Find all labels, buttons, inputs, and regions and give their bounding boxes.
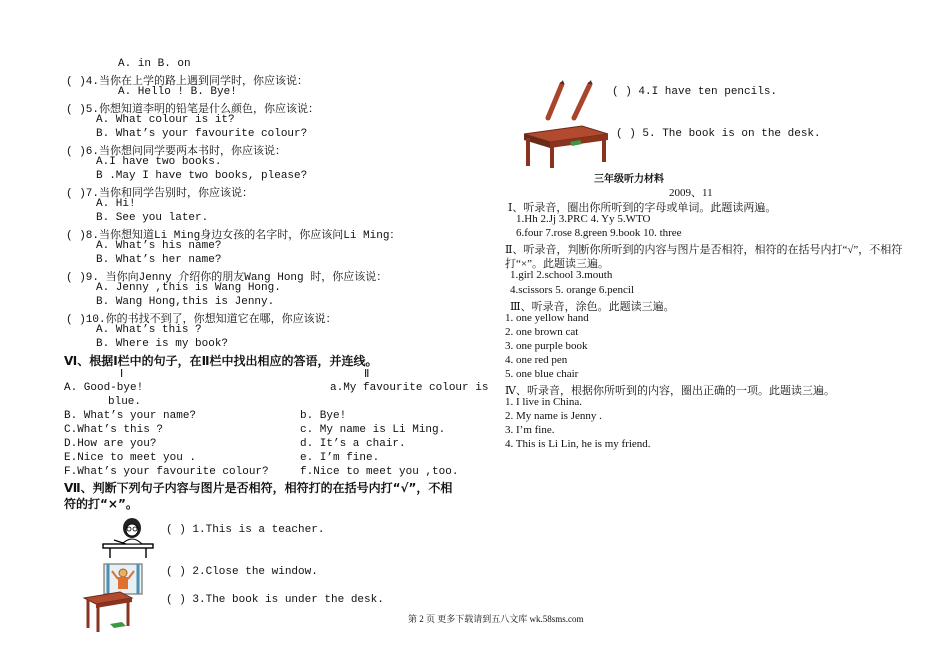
listening-line: 打“×”。此题读三遍。 — [505, 258, 609, 270]
listening-line: 4. This is Li Lin, he is my friend. — [505, 438, 651, 450]
question-line: A. Jenny ,this is Wang Hong. — [96, 282, 281, 294]
question-line: ( )4.当你在上学的路上遇到同学时，你应该说： — [66, 76, 309, 88]
question-line: ( )8.当你想知道Li Ming身边女孩的名字时，你应该问Li Ming： — [66, 230, 401, 242]
desk-with-book-on-picture — [520, 122, 610, 170]
listening-line: Ⅲ、听录音，涂色。此题读三遍。 — [510, 301, 675, 313]
question-line: A. What colour is it? — [96, 114, 235, 126]
listening-line: Ⅱ、听录音，判断你所听到的内容与图片是否相符，相符的在括号内打“√”，不相符 — [505, 244, 903, 256]
listening-material-title: 三年级听力材料 — [594, 174, 664, 185]
listening-material-date: 2009、11 — [669, 187, 713, 199]
matching-left-item: B. What’s your name? — [64, 410, 197, 422]
section-6-heading: Ⅵ、根据Ⅰ栏中的句子，在Ⅱ栏中找出相应的答语，并连线。 — [64, 354, 378, 368]
column-2-heading: Ⅱ — [364, 369, 370, 381]
judgement-item: ( ) 3.The book is under the desk. — [166, 594, 384, 606]
listening-line: 6.four 7.rose 8.green 9.book 10. three — [516, 227, 682, 239]
question-line: ( )6.当你想问同学要两本书时，你应该说： — [66, 146, 287, 158]
page-footer: 第 2 页 更多下载请到五八文库 wk.58sms.com — [408, 614, 584, 624]
listening-line: 4.scissors 5. orange 6.pencil — [510, 284, 635, 296]
column-1-heading: Ⅰ — [120, 369, 124, 381]
question-line: ( )9. 当你向Jenny 介绍你的朋友Wang Hong 时，你应该说： — [66, 272, 388, 284]
question-line: B. See you later. — [96, 212, 209, 224]
matching-right-item: blue. — [108, 396, 142, 408]
listening-line: 2. My name is Jenny . — [505, 410, 602, 422]
question-line: A. What’s this ? — [96, 324, 202, 336]
question-line: B. Wang Hong,this is Jenny. — [96, 296, 275, 308]
matching-left-item: A. Good-bye! — [64, 382, 144, 394]
matching-left-item: F.What’s your favourite colour? — [64, 466, 269, 478]
listening-line: 1. one yellow hand — [505, 312, 589, 324]
listening-line: 5. one blue chair — [505, 368, 579, 380]
teacher-picture — [100, 516, 158, 560]
listening-line: 3. I’m fine. — [505, 424, 555, 436]
matching-right-item: a.My favourite colour is — [330, 382, 489, 394]
matching-right-item: c. My name is Li Ming. — [300, 424, 446, 436]
judgement-item: ( ) 1.This is a teacher. — [166, 524, 325, 536]
question-line: B .May I have two books, please? — [96, 170, 308, 182]
question-line: ( )7.当你和同学告别时，你应该说： — [66, 188, 254, 200]
matching-right-item: e. I’m fine. — [300, 452, 380, 464]
matching-left-item: D.How are you? — [64, 438, 157, 450]
matching-right-item: d. It’s a chair. — [300, 438, 406, 450]
question-line: B. Where is my book? — [96, 338, 229, 350]
question-line: A.I have two books. — [96, 156, 222, 168]
listening-line: Ⅰ、听录音，圈出你所听到的字母或单词。此题读两遍。 — [508, 202, 777, 214]
question-line: ( )10.你的书找不到了，你想知道它在哪，你应该说： — [66, 314, 337, 326]
judgement-item: ( ) 5. The book is on the desk. — [616, 128, 821, 140]
pencils-picture — [540, 80, 600, 122]
question-line: A. Hello ! B. Bye! — [118, 86, 237, 98]
listening-line: 1.Hh 2.Jj 3.PRC 4. Yy 5.WTO — [516, 213, 651, 225]
section-7-heading-line-1: Ⅶ、判断下列句子内容与图片是否相符，相符打的在括号内打“√”，不相 — [64, 481, 453, 495]
listening-line: 1.girl 2.school 3.mouth — [510, 269, 613, 281]
matching-right-item: f.Nice to meet you ,too. — [300, 466, 459, 478]
section-7-heading-line-2: 符的打“×”。 — [64, 497, 138, 511]
judgement-item: ( ) 2.Close the window. — [166, 566, 318, 578]
question-line: A. Hi! — [96, 198, 136, 210]
question-line: ( )5.你想知道李明的铅笔是什么颜色，你应该说： — [66, 104, 320, 116]
question-line: B. What’s your favourite colour? — [96, 128, 308, 140]
matching-left-item: E.Nice to meet you . — [64, 452, 197, 464]
question-line: B. What’s her name? — [96, 254, 222, 266]
listening-line: 2. one brown cat — [505, 326, 579, 338]
matching-left-item: C.What’s this ? — [64, 424, 164, 436]
listening-line: 3. one purple book — [505, 340, 588, 352]
matching-right-item: b. Bye! — [300, 410, 347, 422]
desk-with-book-under-picture — [82, 588, 134, 634]
listening-line: Ⅳ、听录音，根据你所听到的内容，圈出正确的一项。此题读三遍。 — [505, 385, 835, 397]
question-line: A. in B. on — [118, 58, 191, 70]
question-line: A. What’s his name? — [96, 240, 222, 252]
judgement-item: ( ) 4.I have ten pencils. — [612, 86, 778, 98]
listening-line: 4. one red pen — [505, 354, 568, 366]
listening-line: 1. I live in China. — [505, 396, 582, 408]
